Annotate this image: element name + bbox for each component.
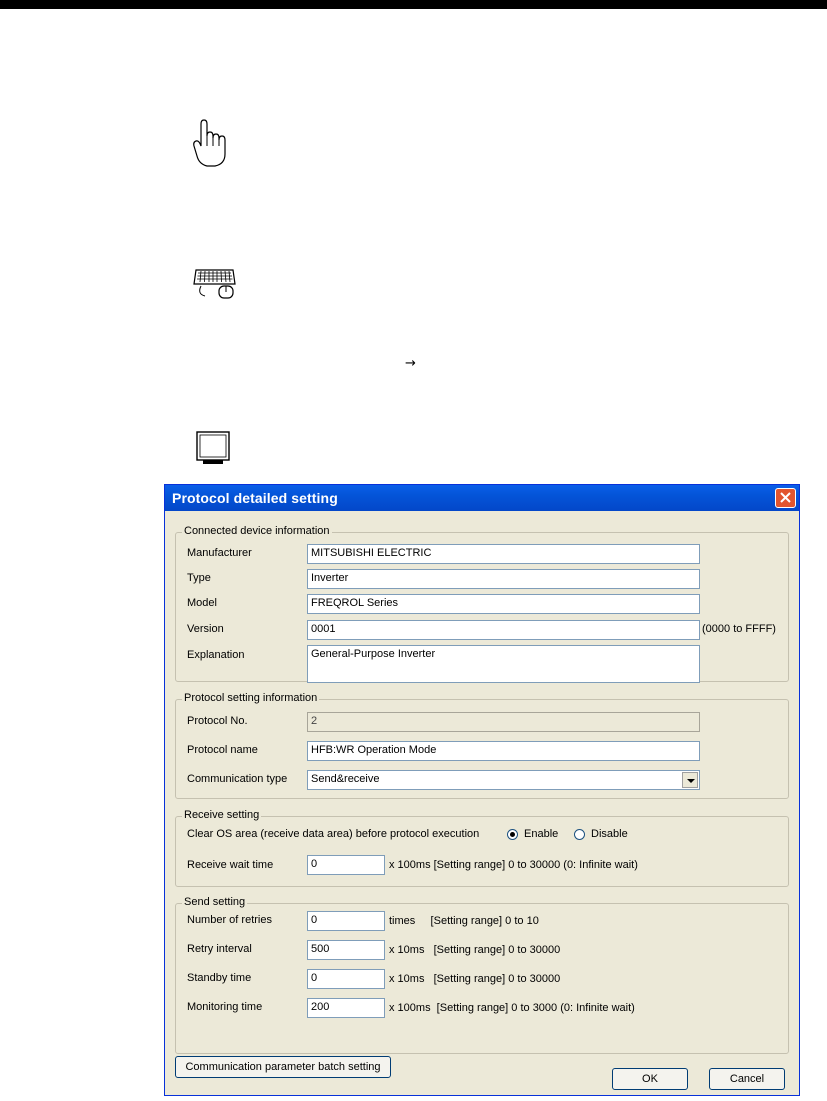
disable-radio[interactable] xyxy=(574,829,585,840)
monitoring-time-label: Monitoring time xyxy=(187,1001,263,1013)
monitoring-time-field[interactable]: 200 xyxy=(307,998,385,1018)
keyboard-mouse-icon xyxy=(193,266,239,305)
explanation-field[interactable]: General-Purpose Inverter xyxy=(307,645,700,683)
retry-interval-note: x 10ms [Setting range] 0 to 30000 xyxy=(389,944,561,956)
enable-label[interactable]: Enable xyxy=(524,828,559,840)
manufacturer-field[interactable]: MITSUBISHI ELECTRIC xyxy=(307,544,700,564)
protocol-no-field: 2 xyxy=(307,712,700,732)
pointing-hand-icon xyxy=(191,118,229,173)
number-of-retries-field[interactable]: 0 xyxy=(307,911,385,931)
communication-type-value: Send&receive xyxy=(311,773,380,785)
arrow-glyph: → xyxy=(405,356,416,371)
model-label: Model xyxy=(187,597,217,609)
send-setting-legend: Send setting xyxy=(184,896,246,908)
retry-interval-label: Retry interval xyxy=(187,943,252,955)
receive-setting-legend: Receive setting xyxy=(184,809,260,821)
chevron-down-icon[interactable] xyxy=(682,772,698,788)
type-field[interactable]: Inverter xyxy=(307,569,700,589)
protocol-setting-legend: Protocol setting information xyxy=(184,692,318,704)
receive-setting-group xyxy=(175,809,789,887)
clear-os-area-label: Clear OS area (receive data area) before protocol execution xyxy=(187,828,480,840)
communication-type-select[interactable] xyxy=(307,770,700,790)
connected-device-legend: Connected device information xyxy=(184,525,330,537)
communication-type-label: Communication type xyxy=(187,773,288,785)
manufacturer-label: Manufacturer xyxy=(187,547,252,559)
number-of-retries-label: Number of retries xyxy=(187,914,272,926)
receive-wait-time-label: Receive wait time xyxy=(187,859,274,871)
monitoring-time-note: x 100ms [Setting range] 0 to 3000 (0: Infinite wait) xyxy=(389,1002,635,1014)
dialog-title: Protocol detailed setting xyxy=(172,490,338,506)
cancel-button[interactable]: Cancel xyxy=(709,1068,785,1090)
close-icon xyxy=(780,492,791,503)
protocol-name-field[interactable]: HFB:WR Operation Mode xyxy=(307,741,700,761)
number-of-retries-note: times [Setting range] 0 to 10 xyxy=(389,915,539,927)
protocol-detailed-setting-dialog xyxy=(164,484,800,1096)
receive-wait-time-field[interactable]: 0 xyxy=(307,855,385,875)
top-rule xyxy=(0,0,827,9)
monitor-icon xyxy=(195,430,231,473)
disable-label[interactable]: Disable xyxy=(591,828,628,840)
model-field[interactable]: FREQROL Series xyxy=(307,594,700,614)
standby-time-note: x 10ms [Setting range] 0 to 30000 xyxy=(389,973,561,985)
protocol-name-label: Protocol name xyxy=(187,744,258,756)
retry-interval-field[interactable]: 500 xyxy=(307,940,385,960)
version-range-note: (0000 to FFFF) xyxy=(702,623,776,635)
protocol-no-label: Protocol No. xyxy=(187,715,248,727)
close-button[interactable] xyxy=(775,488,796,508)
version-label: Version xyxy=(187,623,224,635)
communication-parameter-batch-setting-button[interactable]: Communication parameter batch setting xyxy=(175,1056,391,1078)
enable-radio[interactable] xyxy=(507,829,518,840)
type-label: Type xyxy=(187,572,211,584)
explanation-label: Explanation xyxy=(187,649,245,661)
version-field[interactable]: 0001 xyxy=(307,620,700,640)
ok-button[interactable]: OK xyxy=(612,1068,688,1090)
receive-wait-time-note: x 100ms [Setting range] 0 to 30000 (0: Infinite wait) xyxy=(389,859,638,871)
standby-time-field[interactable]: 0 xyxy=(307,969,385,989)
standby-time-label: Standby time xyxy=(187,972,252,984)
dialog-titlebar[interactable] xyxy=(165,485,799,511)
